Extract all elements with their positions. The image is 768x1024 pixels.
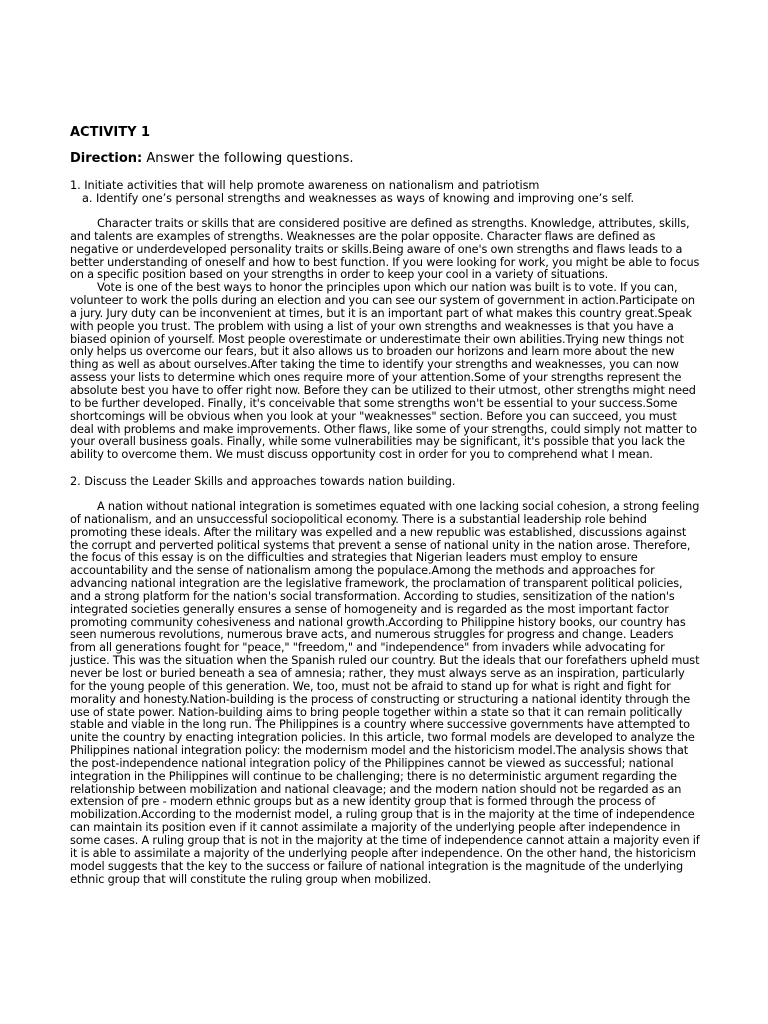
document-body bbox=[70, 125, 700, 886]
answer-1-paragraph-1: Character traits or skills that are considered positive are defined as strengths. Knowledge, attributes, skills, and talents are examples of strengths. Weaknesses are the polar opposite. Character flaws are defined as negative or underdeveloped personality traits or skills.Being aware of one's own strengths and flaws leads to a better understanding of oneself and how to best function. If you were looking for work, you might be able to focus on a specific position based on your strengths in order to keep your cool in a variety of situations. bbox=[70, 217, 700, 282]
section-spacer bbox=[70, 462, 700, 475]
direction-line bbox=[70, 151, 700, 167]
answer-1-paragraph-2: Vote is one of the best ways to honor the principles upon which our nation was built is to vote. If you can, volunteer to work the polls during an election and you can see our system of government in action.Participate on a jury. Jury duty can be inconvenient at times, but it is an important part of what makes this country great.Speak with people you trust. The problem with using a list of your own strengths and weaknesses is that you have a biased opinion of yourself. Most people overestimate or underestimate their own abilities.Trying new things not only helps us overcome our fears, but it also allows us to broaden our horizons and learn more about the new thing as well as about ourselves.After taking the time to identify your strengths and weaknesses, you can now assess your lists to determine which ones require more of your attention.Some of your strengths represent the absolute best you have to offer right now. Before they can be utilized to their utmost, other strengths might need to be further developed. Finally, it's conceivable that some strengths won't be essential to your success.Some shortcomings will be obvious when you look at your "weaknesses" section. Before you can succeed, you must deal with problems and make improvements. Other flaws, like some of your strengths, could simply not matter to your overall business goals. Finally, while some vulnerabilities may be significant, it's possible that you lack the ability to overcome them. We must discuss opportunity cost in order for you to comprehend what I mean. bbox=[70, 281, 697, 462]
question-1-subitem-a: a. Identify one’s personal strengths and weaknesses as ways of knowing and improving one’s self. bbox=[82, 192, 635, 205]
question-2: 2. Discuss the Leader Skills and approaches towards nation building. bbox=[70, 475, 456, 489]
question-1: 1. Initiate activities that will help promote awareness on nationalism and patriotism bbox=[70, 179, 540, 192]
answer-2-paragraph: A nation without national integration is sometimes equated with one lacking social cohesion, a strong feeling of nationalism, and an unsuccessful sociopolitical economy. There is a substantial leadership role behind promoting these ideals. After the military was expelled and a new republic was established, discussions against the corrupt and perverted political systems that prevent a sense of national unity in the nation arose. Therefore, the focus of this essay is on the difficulties and strategies that Nigerian leaders must employ to ensure accountability and the sense of nationalism among the populace.Among the methods and approaches for advancing national integration are the legislative framework, the proclamation of transparent political policies, and a strong platform for the nation's social transformation. According to studies, sensitization of the nation's integrated societies generally ensures a sense of homogeneity and is regarded as the most important factor promoting community cohesiveness and national growth.According to Philippine history books, our country has seen numerous revolutions, numerous brave acts, and numerous struggles for progress and change. Leaders from all generations fought for "peace," "freedom," and "independence" from invaders while advocating for justice. This was the situation when the Spanish ruled our country. But the ideals that our forefathers upheld must never be lost or buried beneath a sea of amnesia; rather, they must always serve as an inspiration, particularly for the young people of this generation. We, too, must not be afraid to stand up for what is right and fight for morality and honesty.Nation-building is the process of constructing or structuring a national identity through the use of state power. Nation-building aims to bring people together within a state so that it can remain politically stable and viable in the long run. The Philippines is a country where successive governments have attempted to unite the country by enacting integration policies. In this article, two formal models are developed to analyze the Philippines national integration policy: the modernism model and the historicism model.The analysis shows that the post-independence national integration policy of the Philippines cannot be viewed as successful; national integration in the Philippines will continue to be challenging; there is no deterministic argument regarding the relationship between mobilization and national cleavage; and the modern nation should not be regarded as an extension of pre - modern ethnic groups but as a new identity group that is formed through the process of mobilization.According to the modernist model, a ruling group that is in the majority at the time of independence can maintain its position even if it cannot assimilate a majority of the underlying people after independence in some cases. A ruling group that is not in the majority at the time of independence cannot attain a majority even if it is able to assimilate a majority of the underlying people after independence. On the other hand, the historicism model suggests that the key to the success or failure of national integration is the magnitude of the underlying ethnic group that will constitute the ruling group when mobilized. bbox=[70, 500, 700, 886]
activity-title: ACTIVITY 1 bbox=[70, 125, 151, 140]
direction-label: Direction: bbox=[70, 151, 143, 166]
direction-text: Answer the following questions. bbox=[142, 151, 354, 166]
